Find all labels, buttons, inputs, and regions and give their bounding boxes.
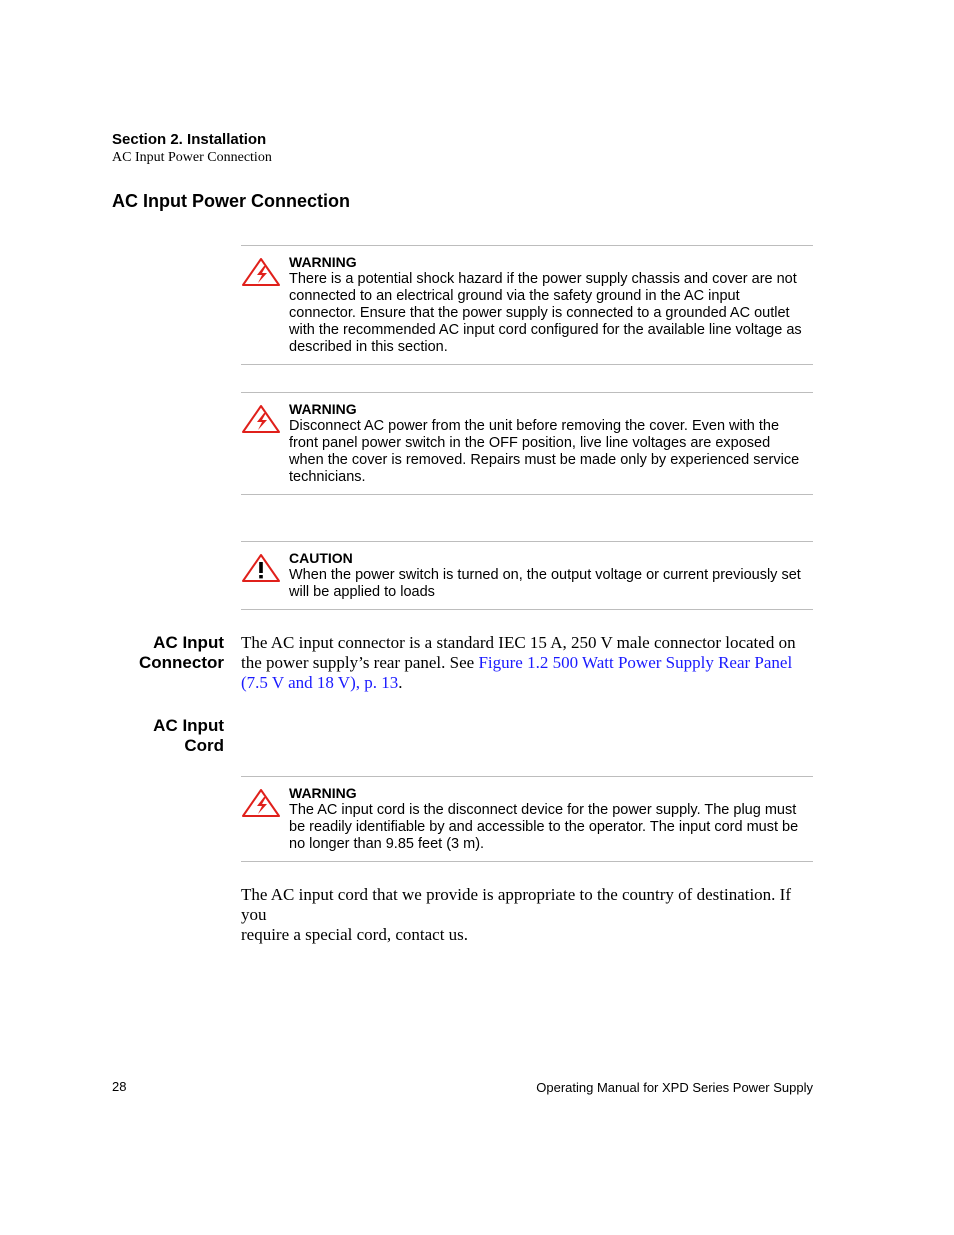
- notice-line: be readily identifiable by and accessible to the operator. The input cord must be: [289, 819, 799, 835]
- notice-line: connected to an electrical ground via the safety ground in the AC input: [289, 288, 740, 304]
- caution-box: [241, 541, 813, 610]
- paragraph-line: [241, 673, 816, 693]
- ac-input-cord-paragraph: [241, 885, 816, 945]
- warning-box-disconnect-power: [241, 392, 813, 495]
- page-number: 28: [112, 1079, 127, 1094]
- side-heading-ac-input-connector: [139, 633, 224, 673]
- notice-line: when the cover is removed. Repairs must be made only by experienced service: [289, 452, 800, 468]
- notice-line: no longer than 9.85 feet (3 m).: [289, 836, 485, 852]
- shock-hazard-icon: [241, 404, 281, 434]
- paragraph-line: require a special cord, contact us.: [241, 925, 469, 944]
- notice-line: Disconnect AC power from the unit before removing the cover. Even with the: [289, 418, 780, 434]
- notice-body: [289, 418, 813, 486]
- figure-reference-link-continued[interactable]: (7.5 V and 18 V), p. 13: [241, 673, 399, 692]
- notice-line: with the recommended AC input cord configured for the available line voltage as: [289, 322, 802, 338]
- paragraph-line: The AC input cord that we provide is appropriate to the country of destination. If you: [241, 885, 792, 924]
- ac-input-connector-paragraph: [241, 633, 816, 693]
- side-heading-line: AC Input: [153, 716, 224, 735]
- warning-box-shock-hazard: [241, 245, 813, 365]
- page-title: AC Input Power Connection: [112, 191, 350, 211]
- paragraph-line: [241, 653, 816, 673]
- notice-line: front panel power switch in the OFF position, live line voltages are exposed: [289, 435, 771, 451]
- notice-title: CAUTION: [289, 550, 353, 566]
- notice-title: WARNING: [289, 785, 357, 801]
- notice-body: [289, 802, 813, 853]
- paragraph-text: the power supply’s rear panel. See: [241, 653, 479, 672]
- warning-box-input-cord: [241, 776, 813, 862]
- notice-line: technicians.: [289, 469, 366, 485]
- figure-reference-link[interactable]: Figure 1.2 500 Watt Power Supply Rear Panel: [478, 653, 793, 672]
- notice-body: [289, 567, 813, 601]
- notice-title: WARNING: [289, 254, 357, 270]
- paragraph-line: The AC input connector is a standard IEC 15 A, 250 V male connector located on: [241, 633, 796, 652]
- caution-exclamation-icon: [241, 553, 281, 583]
- footer-manual-title: Operating Manual for XPD Series Power Supply: [536, 1080, 813, 1095]
- shock-hazard-icon: [241, 788, 281, 818]
- side-heading-ac-input-cord: [153, 716, 224, 756]
- running-header-section: Section 2. Installation: [112, 131, 267, 148]
- notice-line: The AC input cord is the disconnect device for the power supply. The plug must: [289, 802, 797, 818]
- side-heading-line: Cord: [184, 736, 224, 755]
- notice-line: When the power switch is turned on, the output voltage or current previously set: [289, 567, 801, 583]
- side-heading-line: AC Input: [153, 633, 224, 652]
- notice-title: WARNING: [289, 401, 357, 417]
- paragraph-text: .: [398, 673, 403, 692]
- running-header-subsection: AC Input Power Connection: [112, 150, 272, 165]
- shock-hazard-icon: [241, 257, 281, 287]
- notice-body: [289, 271, 813, 356]
- notice-line: described in this section.: [289, 339, 448, 355]
- notice-line: There is a potential shock hazard if the power supply chassis and cover are not: [289, 271, 797, 287]
- side-heading-line: Connector: [139, 653, 224, 672]
- notice-line: will be applied to loads: [289, 584, 435, 600]
- notice-line: connector. Ensure that the power supply is connected to a grounded AC outlet: [289, 305, 790, 321]
